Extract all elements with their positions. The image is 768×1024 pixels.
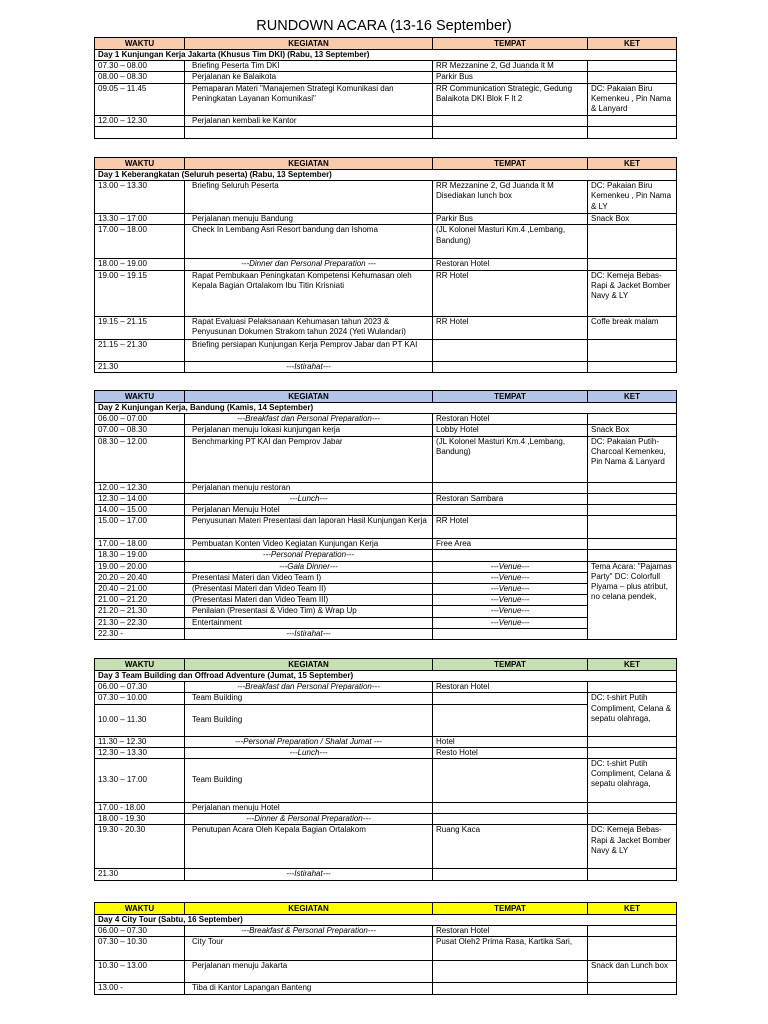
cell-tempat [433, 704, 588, 736]
cell-ket: Snack Box [588, 425, 677, 436]
cell-tempat: RR Hotel [433, 516, 588, 539]
cell-kegiatan: Tiba di Kantor Lapangan Banteng [185, 983, 433, 994]
cell-waktu: 17.00 – 18.00 [95, 225, 185, 259]
cell-ket [588, 115, 677, 126]
cell-waktu: 21.30 – 22.30 [95, 617, 185, 628]
header-ket: KET [588, 659, 677, 671]
cell-waktu: 09.05 – 11.45 [95, 83, 185, 115]
day-title: Day 1 Keberangkatan (Seluruh peserta) (Rabu, 13 September) [95, 170, 677, 181]
table-header-row [95, 38, 677, 50]
header-waktu: WAKTU [95, 391, 185, 403]
day-title-row [95, 50, 677, 61]
table-row [95, 414, 677, 425]
cell-waktu: 20.20 – 20.40 [95, 572, 185, 583]
cell-ket [588, 72, 677, 83]
cell-tempat [433, 550, 588, 561]
cell-ket: DC: Pakaian Biru Kemenkeu , Pin Nama & LY [588, 181, 677, 214]
header-waktu: WAKTU [95, 158, 185, 170]
cell-waktu: 08.00 – 08.30 [95, 72, 185, 83]
cell-waktu: 19.30 - 20.30 [95, 825, 185, 869]
cell-kegiatan: Perjalanan Menuju Hotel [185, 505, 433, 516]
table-row [95, 436, 677, 482]
table-header-row [95, 659, 677, 671]
cell-ket: Snack dan Lunch box [588, 961, 677, 983]
cell-kegiatan: Perjalanan ke Balaikota [185, 72, 433, 83]
cell-tempat [433, 126, 588, 138]
cell-ket [588, 814, 677, 825]
cell-tempat: Parkir Bus [433, 72, 588, 83]
cell-waktu: 06.00 – 07.30 [95, 926, 185, 937]
day-title: Day 2 Kunjungan Kerja, Bandung (Kamis, 14 September) [95, 403, 677, 414]
cell-tempat: Pusat Oleh2 Prima Rasa, Kartika Sari, [433, 937, 588, 961]
cell-waktu: 19.15 – 21.15 [95, 316, 185, 339]
cell-tempat: Parkir Bus [433, 214, 588, 225]
cell-kegiatan: ---Personal Preparation--- [185, 550, 433, 561]
header-ket: KET [588, 158, 677, 170]
table-row [95, 259, 677, 270]
cell-kegiatan [185, 126, 433, 138]
cell-waktu: 06.00 – 07.30 [95, 682, 185, 693]
cell-kegiatan: Perjalanan menuju Jakarta [185, 961, 433, 983]
cell-tempat: Restoran Hotel [433, 259, 588, 270]
table-row [95, 539, 677, 550]
cell-kegiatan: (Presentasi Materi dan Video Team III) [185, 595, 433, 606]
table-row [95, 759, 677, 803]
cell-waktu: 18.00 – 19.00 [95, 259, 185, 270]
header-tempat: TEMPAT [433, 158, 588, 170]
cell-ket [588, 983, 677, 994]
cell-kegiatan: Presentasi Materi dan Video Team I) [185, 572, 433, 583]
cell-tempat: Restoran Hotel [433, 414, 588, 425]
day-title-row [95, 170, 677, 181]
cell-ket: DC: Kemeja Bebas-Rapi & Jacket Bomber Navy & LY [588, 270, 677, 316]
cell-waktu: 15.00 – 17.00 [95, 516, 185, 539]
cell-tempat [433, 983, 588, 994]
header-ket: KET [588, 903, 677, 915]
cell-waktu: 21.30 [95, 869, 185, 880]
table-row [95, 814, 677, 825]
cell-waktu: 07.30 – 08.00 [95, 61, 185, 72]
table-row [95, 693, 677, 704]
cell-waktu: 13.30 – 17.00 [95, 214, 185, 225]
cell-tempat: Resto Hotel [433, 747, 588, 758]
table-row [95, 482, 677, 493]
cell-waktu: 19.00 – 19.15 [95, 270, 185, 316]
cell-waktu: 22.30 - [95, 628, 185, 639]
cell-ket: DC: t-shirt Putih Compliment, Celana & sepatu olahraga, [588, 693, 677, 736]
cell-tempat: RR Mezzanine 2, Gd Juanda lt M Disediakan lunch box [433, 181, 588, 214]
cell-kegiatan: Perjalanan menuju Hotel [185, 803, 433, 814]
cell-kegiatan: ---Breakfast & Personal Preparation--- [185, 926, 433, 937]
day-title: Day 3 Team Building dan Offroad Adventure (Jumat, 15 September) [95, 671, 677, 682]
header-tempat: TEMPAT [433, 903, 588, 915]
table-row [95, 825, 677, 869]
table-row [95, 736, 677, 747]
table-row [95, 803, 677, 814]
cell-waktu: 12.00 – 12.30 [95, 115, 185, 126]
table-row [95, 115, 677, 126]
cell-waktu: 19.00 – 20.00 [95, 561, 185, 572]
header-tempat: TEMPAT [433, 659, 588, 671]
cell-waktu: 12.30 – 14.00 [95, 493, 185, 504]
cell-tempat [433, 628, 588, 639]
cell-ket [588, 539, 677, 550]
cell-ket [588, 926, 677, 937]
table-row [95, 270, 677, 316]
table-row [95, 181, 677, 214]
header-tempat: TEMPAT [433, 391, 588, 403]
cell-ket [588, 505, 677, 516]
cell-kegiatan: Perjalanan menuju lokasi kunjungan kerja [185, 425, 433, 436]
cell-kegiatan: Pemaparan Materi "Manajemen Strategi Komunikasi dan Peningkatan Layanan Komunikasi" [185, 83, 433, 115]
document-title: RUNDOWN ACARA (13-16 September) [256, 18, 512, 34]
table-row [95, 516, 677, 539]
cell-kegiatan: ---Personal Preparation / Shalat Jumat --- [185, 736, 433, 747]
cell-tempat: ---Venue--- [433, 606, 588, 617]
cell-ket [588, 361, 677, 372]
cell-ket [588, 339, 677, 361]
table-row [95, 61, 677, 72]
header-waktu: WAKTU [95, 38, 185, 50]
cell-tempat: Free Area [433, 539, 588, 550]
schedule-table-day1-jakarta [94, 37, 677, 139]
cell-waktu: 21.20 – 21.30 [95, 606, 185, 617]
cell-kegiatan: ---Dinner dan Personal Preparation --- [185, 259, 433, 270]
cell-ket: DC: Pakaian Biru Kemenkeu , Pin Nama & Lanyard [588, 83, 677, 115]
cell-waktu: 18.00 - 19.30 [95, 814, 185, 825]
table-row [95, 961, 677, 983]
cell-tempat: ---Venue--- [433, 617, 588, 628]
table-row [95, 561, 677, 572]
cell-tempat [433, 505, 588, 516]
cell-tempat: Hotel [433, 736, 588, 747]
cell-tempat: Restoran Hotel [433, 682, 588, 693]
cell-kegiatan: ---Gala Dinner--- [185, 561, 433, 572]
cell-kegiatan: Rapat Pembukaan Peningkatan Kompetensi Kehumasan oleh Kepala Bagian Ortalakom Ibu Titin Krisniati [185, 270, 433, 316]
cell-tempat [433, 115, 588, 126]
cell-tempat: (JL Kolonel Masturi Km.4 ,Lembang, Bandung) [433, 225, 588, 259]
table-row [95, 361, 677, 372]
cell-ket [588, 482, 677, 493]
cell-tempat: RR Hotel [433, 270, 588, 316]
cell-waktu: 18.30 – 19.00 [95, 550, 185, 561]
cell-waktu: 20.40 – 21.00 [95, 584, 185, 595]
schedule-table-day3 [94, 658, 677, 881]
cell-kegiatan: ---Istirahat--- [185, 628, 433, 639]
table-row [95, 214, 677, 225]
table-row [95, 225, 677, 259]
table-row [95, 682, 677, 693]
table-row [95, 505, 677, 516]
cell-waktu: 11.30 – 12.30 [95, 736, 185, 747]
cell-kegiatan: Team Building [185, 704, 433, 736]
cell-ket [588, 550, 677, 561]
cell-kegiatan: (Presentasi Materi dan Video Team II) [185, 584, 433, 595]
cell-kegiatan: ---Lunch--- [185, 747, 433, 758]
cell-kegiatan: Penilaian (Presentasi & Video Tim) & Wrap Up [185, 606, 433, 617]
header-kegiatan: KEGIATAN [185, 659, 433, 671]
cell-ket [588, 493, 677, 504]
cell-kegiatan: Briefing Seluruh Peserta [185, 181, 433, 214]
cell-waktu [95, 126, 185, 138]
cell-tempat [433, 482, 588, 493]
table-row [95, 339, 677, 361]
day-title-row [95, 671, 677, 682]
cell-ket: Snack Box [588, 214, 677, 225]
table-row [95, 937, 677, 961]
cell-tempat: ---Venue--- [433, 561, 588, 572]
cell-waktu: 10.00 – 11.30 [95, 704, 185, 736]
cell-waktu: 14.00 – 15.00 [95, 505, 185, 516]
schedule-table-day2 [94, 390, 677, 640]
cell-kegiatan: Perjalanan menuju restoran [185, 482, 433, 493]
header-ket: KET [588, 38, 677, 50]
cell-waktu: 13.30 – 17.00 [95, 759, 185, 803]
header-waktu: WAKTU [95, 659, 185, 671]
cell-waktu: 13.00 – 13.30 [95, 181, 185, 214]
cell-ket-theme: Tema Acara: "Pajamas Party" DC: Colorfull Piyama – plus atribut, no celana pendek, [588, 561, 677, 639]
schedule-table-day1-departure [94, 157, 677, 373]
table-row [95, 926, 677, 937]
header-waktu: WAKTU [95, 903, 185, 915]
cell-kegiatan: City Tour [185, 937, 433, 961]
cell-ket [588, 414, 677, 425]
table-row [95, 550, 677, 561]
cell-waktu: 07.30 – 10.30 [95, 937, 185, 961]
cell-tempat: Lobby Hotel [433, 425, 588, 436]
cell-kegiatan: Check In Lembang Asri Resort bandung dan Ishoma [185, 225, 433, 259]
day-title-row [95, 915, 677, 926]
cell-kegiatan: ---Breakfast dan Personal Preparation--- [185, 682, 433, 693]
cell-tempat: Restoran Hotel [433, 926, 588, 937]
cell-kegiatan: Pembuatan Konten Video Kegiatan Kunjungan Kerja [185, 539, 433, 550]
header-ket: KET [588, 391, 677, 403]
table-header-row [95, 903, 677, 915]
cell-tempat: ---Venue--- [433, 572, 588, 583]
cell-tempat: ---Venue--- [433, 584, 588, 595]
cell-ket [588, 736, 677, 747]
table-row [95, 869, 677, 880]
cell-waktu: 21.15 – 21.30 [95, 339, 185, 361]
cell-tempat: ---Venue--- [433, 595, 588, 606]
cell-tempat [433, 339, 588, 361]
cell-tempat: (JL Kolonel Masturi Km.4 ,Lembang, Bandung) [433, 436, 588, 482]
cell-ket: Coffe break malam [588, 316, 677, 339]
cell-waktu: 07.00 – 08.30 [95, 425, 185, 436]
cell-ket [588, 803, 677, 814]
cell-kegiatan: Briefing persiapan Kunjungan Kerja Pemprov Jabar dan PT KAI [185, 339, 433, 361]
cell-ket [588, 225, 677, 259]
cell-waktu: 12.30 – 13.30 [95, 747, 185, 758]
cell-ket [588, 61, 677, 72]
cell-kegiatan: Penutupan Acara Oleh Kepala Bagian Ortalakom [185, 825, 433, 869]
cell-kegiatan: Team Building [185, 759, 433, 803]
cell-kegiatan: ---Breakfast dan Personal Preparation--- [185, 414, 433, 425]
cell-kegiatan: ---Lunch--- [185, 493, 433, 504]
header-kegiatan: KEGIATAN [185, 158, 433, 170]
cell-kegiatan: Perjalanan kembali ke Kantor [185, 115, 433, 126]
table-header-row [95, 391, 677, 403]
cell-ket [588, 516, 677, 539]
cell-waktu: 07.30 – 10.00 [95, 693, 185, 704]
cell-waktu: 17.00 - 18.00 [95, 803, 185, 814]
cell-ket [588, 747, 677, 758]
cell-tempat [433, 693, 588, 704]
header-kegiatan: KEGIATAN [185, 903, 433, 915]
cell-tempat: RR Hotel [433, 316, 588, 339]
table-row [95, 747, 677, 758]
cell-kegiatan: Perjalanan menuju Bandung [185, 214, 433, 225]
cell-ket [588, 259, 677, 270]
cell-ket: DC: t-shirt Putih Compliment, Celana & sepatu olahraga, [588, 759, 677, 803]
cell-waktu: 17.00 – 18.00 [95, 539, 185, 550]
header-kegiatan: KEGIATAN [185, 38, 433, 50]
cell-waktu: 08.30 – 12.00 [95, 436, 185, 482]
cell-tempat [433, 361, 588, 372]
cell-ket [588, 869, 677, 880]
cell-ket: DC: Pakaian Putih-Charcoal Kemenkeu, Pin Nama & Lanyard [588, 436, 677, 482]
cell-kegiatan: Benchmarking PT KAI dan Pemprov Jabar [185, 436, 433, 482]
cell-tempat [433, 814, 588, 825]
cell-waktu: 13.00 - [95, 983, 185, 994]
cell-waktu: 06.00 – 07.00 [95, 414, 185, 425]
table-row [95, 425, 677, 436]
table-row [95, 126, 677, 138]
table-row [95, 983, 677, 994]
cell-tempat: RR Communication Strategic, Gedung Balaikota DKI Blok F lt 2 [433, 83, 588, 115]
table-row [95, 72, 677, 83]
table-row [95, 83, 677, 115]
header-tempat: TEMPAT [433, 38, 588, 50]
cell-kegiatan: ---Istirahat--- [185, 361, 433, 372]
cell-kegiatan: Rapat Evaluasi Pelaksanaan Kehumasan tahun 2023 & Penyusunan Dokumen Strakom tahun 2024 (Yeti Wulandari) [185, 316, 433, 339]
cell-kegiatan: ---Dinner & Personal Preparation--- [185, 814, 433, 825]
cell-tempat [433, 961, 588, 983]
cell-waktu: 21.30 [95, 361, 185, 372]
cell-tempat [433, 803, 588, 814]
schedule-table-day4 [94, 902, 677, 995]
day-title: Day 4 City Tour (Sabtu, 16 September) [95, 915, 677, 926]
cell-tempat: RR Mezzanine 2, Gd Juanda lt M [433, 61, 588, 72]
day-title: Day 1 Kunjungan Kerja Jakarta (Khusus Tim DKI) (Rabu, 13 September) [95, 50, 677, 61]
table-header-row [95, 158, 677, 170]
cell-waktu: 10.30 – 13.00 [95, 961, 185, 983]
cell-ket [588, 937, 677, 961]
table-row [95, 316, 677, 339]
cell-kegiatan: Entertainment [185, 617, 433, 628]
day-title-row [95, 403, 677, 414]
cell-kegiatan: Briefing Peserta Tim DKI [185, 61, 433, 72]
cell-kegiatan: Team Building [185, 693, 433, 704]
cell-kegiatan: Penyusunan Materi Presentasi dan laporan Hasil Kunjungan Kerja [185, 516, 433, 539]
cell-waktu: 12.00 – 12.30 [95, 482, 185, 493]
header-kegiatan: KEGIATAN [185, 391, 433, 403]
cell-kegiatan: ---Istirahat--- [185, 869, 433, 880]
table-row [95, 493, 677, 504]
cell-tempat: Ruang Kaca [433, 825, 588, 869]
cell-tempat [433, 869, 588, 880]
cell-ket: DC: Kemeja Bebas-Rapi & Jacket Bomber Navy & LY [588, 825, 677, 869]
cell-tempat [433, 759, 588, 803]
cell-tempat: Restoran Sambara [433, 493, 588, 504]
cell-ket [588, 126, 677, 138]
cell-ket [588, 682, 677, 693]
cell-waktu: 21.00 – 21.20 [95, 595, 185, 606]
